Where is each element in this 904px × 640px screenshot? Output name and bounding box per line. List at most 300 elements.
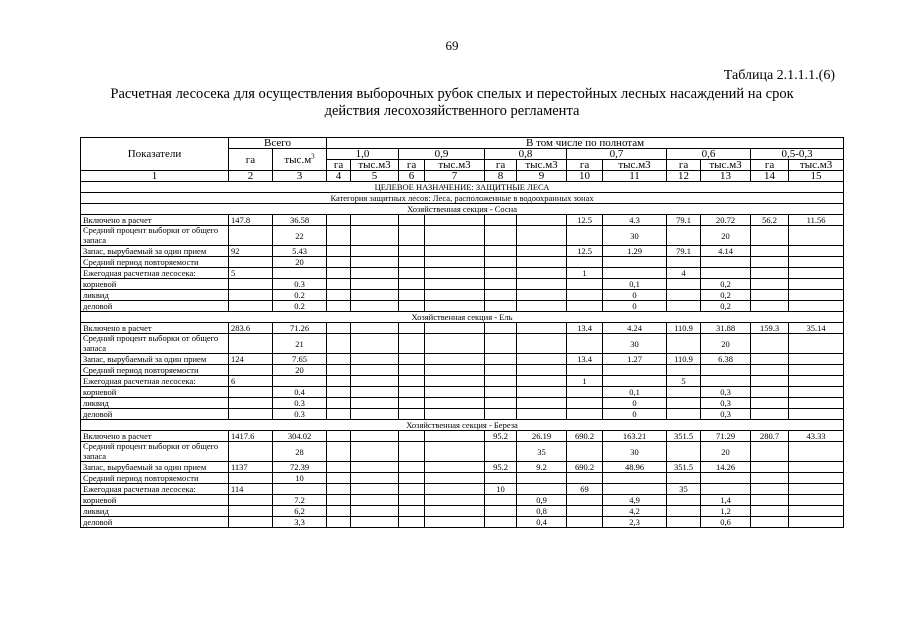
table-cell	[751, 246, 789, 257]
table-cell: 7.2	[273, 495, 327, 506]
header-density-3: 0,8	[485, 149, 567, 160]
table-cell: 0,8	[517, 506, 567, 517]
table-cell	[789, 268, 844, 279]
table-cell: 95.2	[485, 462, 517, 473]
table-cell	[399, 495, 425, 506]
table-cell	[229, 226, 273, 246]
table-row	[81, 398, 844, 409]
table-cell	[327, 334, 351, 354]
table-cell	[751, 354, 789, 365]
table-cell: 5.43	[273, 246, 327, 257]
table-cell	[667, 279, 701, 290]
table-cell	[229, 301, 273, 312]
row-label: Средний период повторяемости	[81, 365, 229, 376]
table-cell	[273, 376, 327, 387]
table-cell	[273, 484, 327, 495]
table-cell	[667, 409, 701, 420]
table-cell	[327, 354, 351, 365]
table-row	[81, 376, 844, 387]
header-density-6: 0,5-0,3	[751, 149, 844, 160]
column-number-row	[81, 171, 844, 182]
table-cell	[485, 442, 517, 462]
table-cell: 1.27	[603, 354, 667, 365]
table-row	[81, 484, 844, 495]
table-cell: 3,3	[273, 517, 327, 528]
table-cell	[567, 473, 603, 484]
header-ha: га	[485, 160, 517, 171]
table-cell: 0.2	[273, 301, 327, 312]
column-number-cell: 7	[425, 171, 485, 182]
table-cell	[485, 301, 517, 312]
row-label: Средний процент выборки от общего запаса	[81, 442, 229, 462]
table-cell	[399, 334, 425, 354]
table-cell	[327, 484, 351, 495]
header-ha: га	[667, 160, 701, 171]
table-cell	[485, 268, 517, 279]
table-cell	[485, 387, 517, 398]
table-row	[81, 409, 844, 420]
table-cell	[567, 334, 603, 354]
table-cell	[751, 398, 789, 409]
table-cell: 0,1	[603, 279, 667, 290]
table-cell	[327, 387, 351, 398]
table-cell	[399, 354, 425, 365]
table-row	[81, 442, 844, 462]
table-cell	[351, 517, 399, 528]
header-m3: тыс.м3	[701, 160, 751, 171]
table-cell: 4,9	[603, 495, 667, 506]
row-label: деловой	[81, 301, 229, 312]
logging-table	[80, 137, 844, 528]
table-cell: 1,4	[701, 495, 751, 506]
table-cell	[327, 506, 351, 517]
table-cell	[229, 409, 273, 420]
table-cell	[327, 215, 351, 226]
table-row	[81, 473, 844, 484]
table-cell	[229, 290, 273, 301]
table-cell: 5	[229, 268, 273, 279]
column-number-cell: 15	[789, 171, 844, 182]
table-cell	[789, 517, 844, 528]
column-number-cell: 2	[229, 171, 273, 182]
table-cell: 30	[603, 334, 667, 354]
table-cell: 20	[701, 334, 751, 354]
table-cell: 147.8	[229, 215, 273, 226]
header-row-1	[81, 138, 844, 149]
table-cell: 0,3	[701, 387, 751, 398]
table-cell: 124	[229, 354, 273, 365]
table-cell	[351, 215, 399, 226]
table-cell	[567, 517, 603, 528]
header-m3: тыс.м3	[425, 160, 485, 171]
table-cell	[751, 473, 789, 484]
table-cell	[567, 495, 603, 506]
table-cell: 690.2	[567, 462, 603, 473]
table-cell: 283.6	[229, 323, 273, 334]
table-cell	[517, 268, 567, 279]
table-cell: 71.26	[273, 323, 327, 334]
table-cell	[485, 365, 517, 376]
table-cell: 0,4	[517, 517, 567, 528]
table-row	[81, 301, 844, 312]
table-cell	[229, 279, 273, 290]
table-cell	[789, 473, 844, 484]
table-cell	[327, 376, 351, 387]
table-cell: 4	[667, 268, 701, 279]
table-cell: 0	[603, 301, 667, 312]
table-cell	[425, 442, 485, 462]
table-cell	[485, 246, 517, 257]
row-label: ликвид	[81, 506, 229, 517]
header-density-1: 1,0	[327, 149, 399, 160]
table-cell	[351, 387, 399, 398]
table-cell	[425, 506, 485, 517]
table-cell	[399, 398, 425, 409]
header-density-5: 0,6	[667, 149, 751, 160]
table-cell	[789, 495, 844, 506]
table-cell	[701, 268, 751, 279]
table-cell	[485, 517, 517, 528]
table-cell	[399, 215, 425, 226]
table-cell	[399, 484, 425, 495]
row-label: корневой	[81, 279, 229, 290]
header-total: Всего	[229, 138, 327, 149]
table-cell: 690.2	[567, 431, 603, 442]
table-cell: 10	[485, 484, 517, 495]
table-row	[81, 431, 844, 442]
table-cell	[701, 473, 751, 484]
table-cell	[603, 484, 667, 495]
table-cell: 0.3	[273, 398, 327, 409]
table-cell	[327, 473, 351, 484]
table-cell: 36.58	[273, 215, 327, 226]
table-cell	[751, 484, 789, 495]
table-cell	[327, 257, 351, 268]
table-cell: 0.3	[273, 409, 327, 420]
table-cell: 11.56	[789, 215, 844, 226]
table-cell	[229, 365, 273, 376]
table-cell	[425, 301, 485, 312]
table-cell	[399, 301, 425, 312]
table-cell	[399, 376, 425, 387]
row-label: Ежегодная расчетная лесосека:	[81, 268, 229, 279]
table-cell	[327, 442, 351, 462]
table-cell	[399, 290, 425, 301]
table-cell	[789, 398, 844, 409]
table-cell	[789, 484, 844, 495]
table-cell	[399, 257, 425, 268]
table-cell	[327, 323, 351, 334]
table-cell	[603, 268, 667, 279]
header-total-m3-text: тыс.м	[284, 153, 312, 166]
table-cell: 280.7	[751, 431, 789, 442]
section-name: Хозяйственная секция - Ель	[81, 312, 844, 323]
table-cell	[351, 334, 399, 354]
table-cell: 43.33	[789, 431, 844, 442]
row-label: ликвид	[81, 398, 229, 409]
table-cell	[485, 323, 517, 334]
row-label: Запас, вырубаемый за один прием	[81, 246, 229, 257]
table-cell: 1417.6	[229, 431, 273, 442]
table-cell	[567, 365, 603, 376]
table-cell	[485, 215, 517, 226]
table-cell: 0,9	[517, 495, 567, 506]
table-cell	[751, 506, 789, 517]
table-cell	[485, 334, 517, 354]
row-label: Средний процент выборки от общего запаса	[81, 226, 229, 246]
table-cell	[751, 409, 789, 420]
table-cell: 159.3	[751, 323, 789, 334]
section-header-row	[81, 420, 844, 431]
table-cell: 9.2	[517, 462, 567, 473]
table-cell: 4.14	[701, 246, 751, 257]
column-number-cell: 5	[351, 171, 399, 182]
table-cell	[327, 495, 351, 506]
table-cell	[567, 387, 603, 398]
header-ha: га	[399, 160, 425, 171]
column-number-cell: 6	[399, 171, 425, 182]
table-cell: 1.29	[603, 246, 667, 257]
section-header-row	[81, 204, 844, 215]
table-cell	[425, 409, 485, 420]
table-row	[81, 323, 844, 334]
table-cell	[399, 365, 425, 376]
section-name: Хозяйственная секция - Береза	[81, 420, 844, 431]
table-cell: 20	[273, 365, 327, 376]
table-cell: 35	[517, 442, 567, 462]
table-cell: 30	[603, 442, 667, 462]
table-cell	[327, 462, 351, 473]
table-cell: 4.3	[603, 215, 667, 226]
column-number-cell: 13	[701, 171, 751, 182]
table-cell	[517, 279, 567, 290]
row-label: корневой	[81, 387, 229, 398]
table-cell	[603, 257, 667, 268]
table-row	[81, 334, 844, 354]
table-cell: 0,1	[603, 387, 667, 398]
table-cell	[667, 517, 701, 528]
table-cell	[327, 517, 351, 528]
table-cell	[229, 398, 273, 409]
table-cell	[327, 290, 351, 301]
table-cell: 22	[273, 226, 327, 246]
category-row	[81, 193, 844, 204]
table-cell	[789, 387, 844, 398]
table-cell	[351, 226, 399, 246]
table-cell	[667, 301, 701, 312]
table-cell	[351, 376, 399, 387]
table-cell: 28	[273, 442, 327, 462]
table-cell: 0	[603, 290, 667, 301]
table-cell: 0.3	[273, 279, 327, 290]
table-cell	[327, 268, 351, 279]
table-cell: 20.72	[701, 215, 751, 226]
table-cell	[425, 334, 485, 354]
table-cell	[485, 354, 517, 365]
header-m3: тыс.м3	[603, 160, 667, 171]
table-cell	[425, 431, 485, 442]
table-cell	[701, 376, 751, 387]
table-cell	[667, 442, 701, 462]
table-cell	[517, 257, 567, 268]
table-cell	[517, 301, 567, 312]
table-cell	[667, 334, 701, 354]
table-cell	[517, 323, 567, 334]
table-cell	[351, 246, 399, 257]
table-cell: 351.5	[667, 462, 701, 473]
table-cell	[485, 409, 517, 420]
column-number-cell: 11	[603, 171, 667, 182]
table-cell	[485, 290, 517, 301]
table-cell: 110.9	[667, 354, 701, 365]
row-label: Средний процент выборки от общего запаса	[81, 334, 229, 354]
table-cell	[517, 376, 567, 387]
table-cell	[351, 506, 399, 517]
table-cell	[667, 226, 701, 246]
table-cell	[567, 442, 603, 462]
table-cell	[425, 246, 485, 257]
table-cell	[751, 334, 789, 354]
row-label: Включено в расчет	[81, 323, 229, 334]
table-cell: 0,3	[701, 409, 751, 420]
table-cell	[229, 473, 273, 484]
table-cell	[351, 354, 399, 365]
row-label: Средний период повторяемости	[81, 257, 229, 268]
table-cell	[425, 279, 485, 290]
column-number-cell: 3	[273, 171, 327, 182]
table-cell	[351, 442, 399, 462]
table-cell	[399, 462, 425, 473]
table-cell	[229, 334, 273, 354]
table-cell: 304.02	[273, 431, 327, 442]
column-number-cell: 10	[567, 171, 603, 182]
table-cell	[399, 506, 425, 517]
column-number-cell: 1	[81, 171, 229, 182]
table-row	[81, 365, 844, 376]
table-cell	[789, 290, 844, 301]
table-cell	[667, 290, 701, 301]
table-cell	[789, 462, 844, 473]
header-density-2: 0,9	[399, 149, 485, 160]
table-cell: 0,3	[701, 398, 751, 409]
table-cell	[485, 226, 517, 246]
table-cell: 21	[273, 334, 327, 354]
row-label: Запас, вырубаемый за один прием	[81, 354, 229, 365]
table-cell	[351, 365, 399, 376]
table-cell: 1137	[229, 462, 273, 473]
header-total-ha: га	[229, 149, 273, 171]
table-cell	[485, 398, 517, 409]
table-cell	[351, 323, 399, 334]
table-cell	[667, 365, 701, 376]
table-cell: 14.26	[701, 462, 751, 473]
table-cell	[667, 398, 701, 409]
table-cell	[229, 517, 273, 528]
table-cell	[351, 462, 399, 473]
table-cell: 110.9	[667, 323, 701, 334]
table-cell: 10	[273, 473, 327, 484]
table-cell	[567, 279, 603, 290]
table-cell	[603, 365, 667, 376]
table-cell	[789, 301, 844, 312]
table-cell	[351, 484, 399, 495]
table-cell	[425, 365, 485, 376]
table-cell	[399, 226, 425, 246]
table-cell	[751, 301, 789, 312]
column-number-cell: 12	[667, 171, 701, 182]
table-cell	[667, 257, 701, 268]
column-number-cell: 4	[327, 171, 351, 182]
header-total-m3	[273, 149, 327, 171]
table-cell: 7.65	[273, 354, 327, 365]
category-cell: Категория защитных лесов: Леса, расположенные в водоохранных зонах	[81, 193, 844, 204]
header-density-4: 0,7	[567, 149, 667, 160]
table-row	[81, 506, 844, 517]
table-cell: 35.14	[789, 323, 844, 334]
header-ha: га	[567, 160, 603, 171]
table-cell	[751, 365, 789, 376]
table-cell	[567, 257, 603, 268]
table-cell	[567, 398, 603, 409]
purpose-row	[81, 182, 844, 193]
table-cell	[425, 387, 485, 398]
column-number-cell: 14	[751, 171, 789, 182]
table-cell	[567, 290, 603, 301]
table-cell	[789, 409, 844, 420]
table-cell	[399, 268, 425, 279]
row-label: Ежегодная расчетная лесосека:	[81, 376, 229, 387]
table-cell	[751, 290, 789, 301]
table-cell	[567, 409, 603, 420]
table-cell	[351, 301, 399, 312]
row-label: деловой	[81, 409, 229, 420]
table-cell: 13.4	[567, 323, 603, 334]
table-cell	[751, 462, 789, 473]
table-cell	[425, 323, 485, 334]
table-cell: 0.2	[273, 290, 327, 301]
table-cell: 0,6	[701, 517, 751, 528]
section-header-row	[81, 312, 844, 323]
table-cell	[485, 279, 517, 290]
table-cell	[351, 279, 399, 290]
table-cell: 56.2	[751, 215, 789, 226]
table-cell: 12.5	[567, 246, 603, 257]
table-cell	[751, 226, 789, 246]
table-cell	[751, 376, 789, 387]
table-cell: 79.1	[667, 215, 701, 226]
table-cell: 71.29	[701, 431, 751, 442]
table-cell	[327, 279, 351, 290]
table-cell: 26.19	[517, 431, 567, 442]
table-cell: 31.88	[701, 323, 751, 334]
table-row	[81, 354, 844, 365]
table-cell	[667, 506, 701, 517]
table-cell	[399, 323, 425, 334]
table-cell	[351, 473, 399, 484]
table-cell: 114	[229, 484, 273, 495]
row-label: корневой	[81, 495, 229, 506]
table-cell	[327, 365, 351, 376]
table-row	[81, 226, 844, 246]
table-cell	[603, 473, 667, 484]
table-cell	[229, 387, 273, 398]
table-cell	[751, 495, 789, 506]
table-cell	[751, 517, 789, 528]
table-cell: 1	[567, 376, 603, 387]
table-cell	[701, 257, 751, 268]
table-cell	[751, 268, 789, 279]
table-cell	[327, 398, 351, 409]
